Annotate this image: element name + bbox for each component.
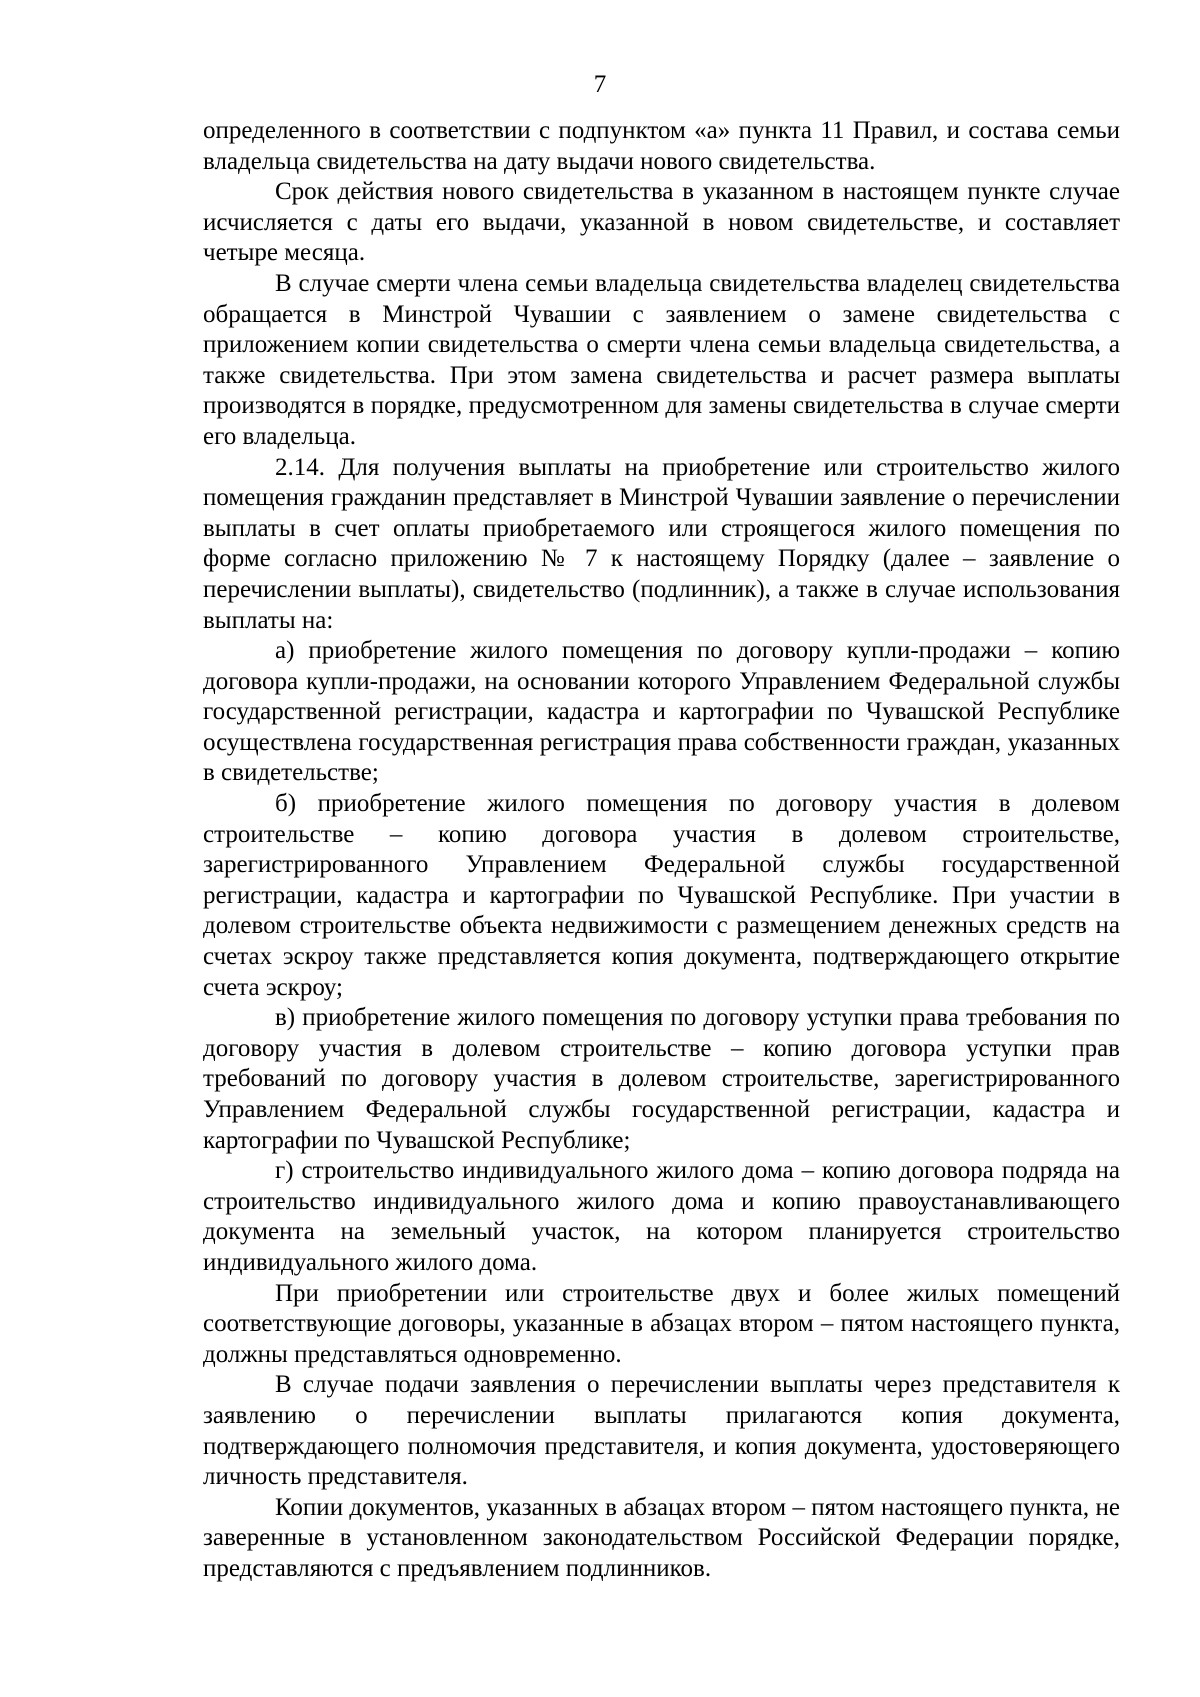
paragraph-continuation: определенного в соответствии с подпунктом «а» пункта 11 Правил, и состава семьи владельца свидетельства на дату выдачи нового свидетельства. [203,117,1120,175]
paragraph-item-a: а) приобретение жилого помещения по договору купли-продажи – копию договора купли-продажи, на основании которого Управлением Федеральной службы государственной регистрации, кадастра и картографии по Чувашской Республике осуществлена государственная регистрация права собственности граждан, указанных в свидетельстве; [203,637,1120,787]
paragraph-item-g: г) строительство индивидуального жилого дома – копию договора подряда на строительство индивидуального жилого дома и копию правоустанавливающего документа на земельный участок, на котором планируется строительство индивидуального жилого дома. [203,1157,1120,1276]
paragraph-document-copies: Копии документов, указанных в абзацах втором – пятом настоящего пункта, не заверенные в установленном законодательством Российской Федерации порядке, представляются с предъявлением подлинников. [203,1493,1120,1582]
paragraph-2-14: 2.14. Для получения выплаты на приобретение или строительство жилого помещения гражданин представляет в Минстрой Чувашии заявление о перечислении выплаты в счет оплаты приобретаемого или строящегося жилого помещения по форме согласно приложению № 7 к настоящему Порядку (далее – заявление о перечислении выплаты), свидетельство (подлинник), а также в случае использования выплаты на: [203,453,1120,634]
paragraph-item-v: в) приобретение жилого помещения по договору уступки права требования по договору участия в долевом строительстве – копию договора уступки прав требований по договору участия в долевом строительстве, зарегистрированного Управлением Федеральной службы государственной регистрации, кадастра и картографии по Чувашской Республике; [203,1004,1120,1154]
document-body [203,116,1120,1585]
paragraph-multiple-premises: При приобретении или строительстве двух и более жилых помещений соответствующие договоры, указанные в абзацах втором – пятом настоящего пункта, должны представляться одновременно. [203,1279,1120,1368]
paragraph-item-b: б) приобретение жилого помещения по договору участия в долевом строительстве – копию договора участия в долевом строительстве, зарегистрированного Управлением Федеральной службы государственной регистрации, кадастра и картографии по Чувашской Республике. При участии в долевом строительстве объекта недвижимости с размещением денежных средств на счетах эскроу также представляется копия документа, подтверждающего открытие счета эскроу; [203,790,1120,1001]
page-number: 7 [593,71,607,98]
paragraph-certificate-validity: Срок действия нового свидетельства в указанном в настоящем пункте случае исчисляется с даты его выдачи, указанной в новом свидетельстве, и составляет четыре месяца. [203,178,1120,267]
paragraph-family-member-death: В случае смерти члена семьи владельца свидетельства владелец свидетельства обращается в Минстрой Чувашии с заявлением о замене свидетельства с приложением копии свидетельства о смерти члена семьи владельца свидетельства, а также свидетельства. При этом замена свидетельства и расчет размера выплаты производятся в порядке, предусмотренном для замены свидетельства в случае смерти его владельца. [203,269,1120,450]
paragraph-representative: В случае подачи заявления о перечислении выплаты через представителя к заявлению о перечислении выплаты прилагаются копия документа, подтверждающего полномочия представителя, и копия документа, удостоверяющего личность представителя. [203,1371,1120,1491]
